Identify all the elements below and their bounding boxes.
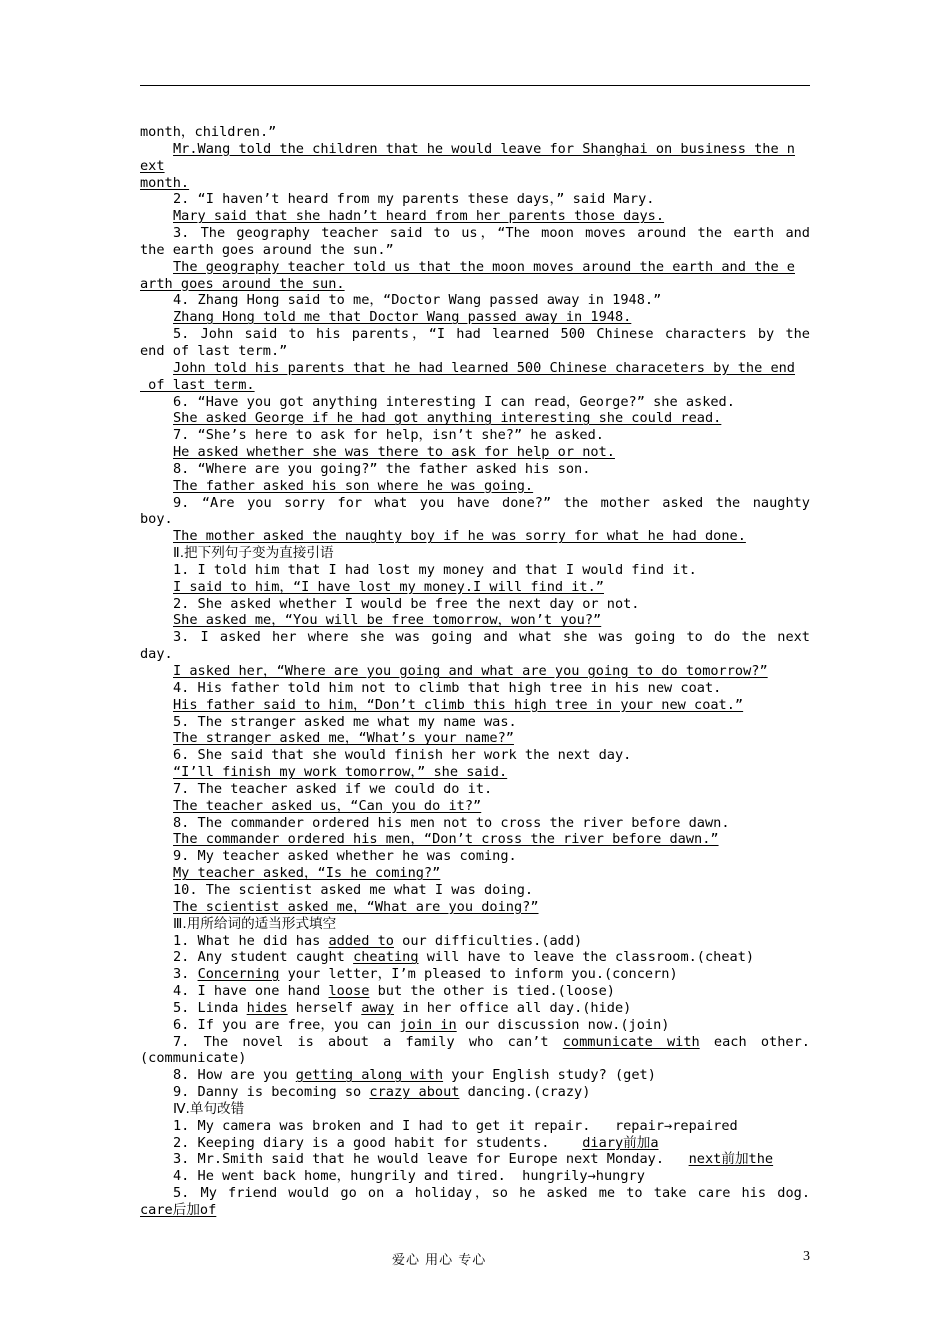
- question-text: 9. My teacher asked whether he was coming.: [173, 848, 517, 865]
- text-line: [140, 461, 810, 478]
- text-line: [140, 478, 810, 495]
- answer-text: I asked her，“Where are you going and what are you going to do tomorrow?”: [173, 663, 768, 679]
- section-heading: [140, 545, 810, 562]
- answer-text: Mr.Wang told the children that he would leave for Shanghai on business the n: [173, 140, 795, 157]
- text-line: [140, 511, 810, 528]
- text-segment: 7. The novel is about a family who can’t: [173, 1033, 563, 1050]
- answer-text: She asked me，“You will be free tomorrow，won’t you?”: [173, 612, 602, 629]
- text-line: [140, 175, 810, 192]
- question-text: Ⅲ.用所给词的适当形式填空: [173, 915, 337, 932]
- question-text: 7. The teacher asked if we could do it.: [173, 780, 493, 797]
- text-line: [140, 1084, 810, 1101]
- text-line: [140, 343, 810, 360]
- text-segment: 3.: [173, 966, 198, 983]
- question-text: 2. She asked whether I would be free the next day or not.: [173, 595, 640, 612]
- answer-text: He asked whether she was there to ask for help or not.: [173, 444, 615, 461]
- answer-text: The teacher asked us，“Can you do it?”: [173, 797, 482, 814]
- answer-text: month.: [140, 174, 190, 191]
- question-text: 7. “She’s here to ask for help，isn’t she?” he asked.: [173, 427, 604, 444]
- text-line: [140, 242, 810, 259]
- text-line: [140, 1067, 810, 1084]
- answer-blank: care后加of: [140, 1202, 217, 1218]
- text-segment: but the other is tied.(loose): [369, 983, 615, 1000]
- answer-blank: cheating: [353, 949, 419, 966]
- answer-blank: hides: [246, 999, 288, 1016]
- answer-text: The stranger asked me，“What’s your name?”: [173, 730, 514, 747]
- question-text: 9. “Are you sorry for what you have done?” the mother asked the naughty: [173, 494, 810, 511]
- answer-text: John told his parents that he had learned 500 Chinese characeters by the end: [173, 359, 795, 376]
- answer-text: The mother asked the naughty boy if he was sorry for what he had done.: [173, 528, 746, 545]
- text-segment: 6. If you are free，you can: [173, 1016, 400, 1033]
- text-segment: 8. How are you: [173, 1067, 296, 1084]
- answer-text: I said to him，“I have lost my money.I will find it.”: [173, 578, 604, 595]
- text-line: [140, 124, 810, 141]
- question-text: 4. He went back home，hungrily and tired. hungrily→hungry: [173, 1168, 645, 1185]
- question-text: 1. My camera was broken and I had to get it repair. repair→repaired: [173, 1117, 738, 1134]
- text-line: [140, 495, 810, 512]
- answer-blank: Concerning: [197, 966, 280, 983]
- answer-text: His father said to him，“Don’t climb this high tree in your new coat.”: [173, 696, 744, 713]
- text-line: [140, 663, 810, 680]
- question-text: 6. She said that she would finish her work the next day.: [173, 747, 632, 764]
- question-text: 8. “Where are you going?” the father asked his son.: [173, 460, 591, 477]
- text-line: [140, 1118, 810, 1135]
- text-line: [140, 427, 810, 444]
- text-line: [140, 612, 810, 629]
- text-segment: 9. Danny is becoming so: [173, 1084, 370, 1101]
- text-line: [140, 225, 810, 242]
- answer-text: “I’ll finish my work tomorrow，” she said.: [173, 764, 508, 781]
- answer-blank: communicate with: [562, 1033, 700, 1050]
- text-line: [140, 798, 810, 815]
- question-text: 2. “I haven’t heard from my parents these days，” said Mary.: [173, 191, 655, 208]
- question-text: 5. John said to his parents，“I had learned 500 Chinese characters by the: [173, 326, 810, 343]
- text-segment: 1. What he did has: [173, 932, 329, 949]
- text-line: [140, 444, 810, 461]
- text-segment: your letter，I’m pleased to inform you.(concern): [279, 966, 678, 983]
- text-line: [140, 1151, 810, 1168]
- text-segment: dancing.(crazy): [459, 1084, 591, 1101]
- text-line: [140, 983, 810, 1000]
- section-heading: [140, 916, 810, 933]
- text-line: [140, 747, 810, 764]
- text-segment: our difficulties.(add): [393, 932, 583, 949]
- text-line: [140, 1000, 810, 1017]
- exercise-body: [140, 124, 810, 1219]
- text-line: [140, 1017, 810, 1034]
- text-line: [140, 191, 810, 208]
- text-line: [140, 865, 810, 882]
- text-line: [140, 528, 810, 545]
- text-line: [140, 377, 810, 394]
- question-text: 10. The scientist asked me what I was doing.: [173, 881, 534, 898]
- question-text: Ⅱ.把下列句子变为直接引语: [173, 545, 334, 562]
- text-segment: 2. Any student caught: [173, 949, 354, 966]
- question-text: 4. His father told him not to climb that high tree in his new coat.: [173, 679, 722, 696]
- text-line: [140, 1034, 810, 1051]
- answer-blank: loose: [328, 983, 370, 1000]
- text-line: [140, 1050, 810, 1067]
- text-line: [140, 697, 810, 714]
- header-rule: [140, 85, 810, 86]
- text-line: [140, 141, 810, 158]
- text-segment: 3. Mr.Smith said that he would leave for Europe next Monday.: [173, 1151, 689, 1168]
- question-text: 4. Zhang Hong said to me，“Doctor Wang passed away in 1948.”: [173, 292, 662, 309]
- text-line: [140, 1202, 810, 1219]
- text-line: [140, 562, 810, 579]
- text-line: [140, 326, 810, 343]
- text-line: [140, 730, 810, 747]
- text-line: [140, 680, 810, 697]
- text-line: [140, 394, 810, 411]
- answer-blank: diary前加a: [582, 1134, 659, 1151]
- answer-blank: getting along with: [295, 1067, 444, 1084]
- answer-text: arth goes around the sun.: [140, 275, 345, 292]
- text-line: [140, 410, 810, 427]
- text-segment: herself: [287, 999, 362, 1016]
- text-line: [140, 1135, 810, 1152]
- question-text: 5. My friend would go on a holiday，so he asked me to take care his dog.: [173, 1185, 810, 1202]
- question-text: 6. “Have you got anything interesting I can read，George?” she asked.: [173, 393, 735, 410]
- text-line: [140, 831, 810, 848]
- text-line: [140, 966, 810, 983]
- question-text: 5. The stranger asked me what my name was.: [173, 713, 517, 730]
- text-line: [140, 158, 810, 175]
- question-text: 3. I asked her where she was going and what she was going to do the next: [173, 629, 810, 646]
- text-line: [140, 933, 810, 950]
- question-text: 1. I told him that I had lost my money and that I would find it.: [173, 561, 697, 578]
- question-text: Ⅳ.单句改错: [173, 1100, 245, 1117]
- answer-text: The geography teacher told us that the moon moves around the earth and the e: [173, 258, 795, 275]
- text-line: [140, 1168, 810, 1185]
- text-line: [140, 259, 810, 276]
- answer-text: The scientist asked me，“What are you doing?”: [173, 898, 539, 915]
- answer-blank: join in: [399, 1016, 457, 1033]
- question-text: the earth goes around the sun.”: [140, 241, 394, 258]
- question-text: 3. The geography teacher said to us，“The moon moves around the earth and: [173, 225, 810, 242]
- text-line: [140, 579, 810, 596]
- answer-text: She asked George if he had got anything interesting she could read.: [173, 410, 722, 427]
- text-segment: 5. Linda: [173, 999, 247, 1016]
- text-line: [140, 764, 810, 781]
- text-segment: will have to leave the classroom.(cheat): [418, 949, 755, 966]
- text-line: [140, 646, 810, 663]
- text-line: [140, 714, 810, 731]
- text-line: [140, 1185, 810, 1202]
- text-line: [140, 949, 810, 966]
- text-line: [140, 629, 810, 646]
- text-line: [140, 276, 810, 293]
- text-segment: 2. Keeping diary is a good habit for students.: [173, 1134, 583, 1151]
- text-line: [140, 360, 810, 377]
- answer-text: The father asked his son where he was going.: [173, 477, 534, 494]
- text-segment: each other.: [699, 1033, 810, 1050]
- question-text: (communicate): [140, 1050, 247, 1067]
- text-line: [140, 208, 810, 225]
- answer-blank: crazy about: [369, 1084, 460, 1101]
- page-number: 3: [803, 1249, 810, 1264]
- answer-blank: away: [361, 999, 395, 1016]
- text-line: [140, 899, 810, 916]
- text-line: [140, 309, 810, 326]
- text-line: [140, 848, 810, 865]
- footer-motto: 爱心 用心 专心: [392, 1253, 487, 1268]
- question-text: 8. The commander ordered his men not to cross the river before dawn.: [173, 814, 730, 831]
- text-segment: 4. I have one hand: [173, 983, 329, 1000]
- text-line: [140, 815, 810, 832]
- answer-text: Zhang Hong told me that Doctor Wang passed away in 1948.: [173, 309, 632, 326]
- answer-text: The commander ordered his men，“Don’t cross the river before dawn.”: [173, 831, 719, 848]
- question-text: boy.: [140, 511, 173, 528]
- question-text: month，children.”: [140, 124, 277, 140]
- answer-text: My teacher asked，“Is he coming?”: [173, 865, 441, 882]
- answer-blank: next前加the: [688, 1151, 774, 1168]
- answer-text: ext: [140, 157, 165, 174]
- text-segment: our discussion now.(join): [456, 1016, 670, 1033]
- text-line: [140, 596, 810, 613]
- text-line: [140, 781, 810, 798]
- section-heading: [140, 1101, 810, 1118]
- text-line: [140, 292, 810, 309]
- answer-text: of last term.: [140, 376, 255, 393]
- text-segment: your English study? (get): [443, 1067, 656, 1084]
- text-line: [140, 882, 810, 899]
- page-footer: [0, 1249, 950, 1269]
- text-segment: in her office all day.(hide): [394, 999, 632, 1016]
- answer-blank: added to: [328, 932, 394, 949]
- question-text: end of last term.”: [140, 342, 288, 359]
- question-text: day.: [140, 646, 173, 663]
- answer-text: Mary said that she hadn’t heard from her parents those days.: [173, 208, 665, 225]
